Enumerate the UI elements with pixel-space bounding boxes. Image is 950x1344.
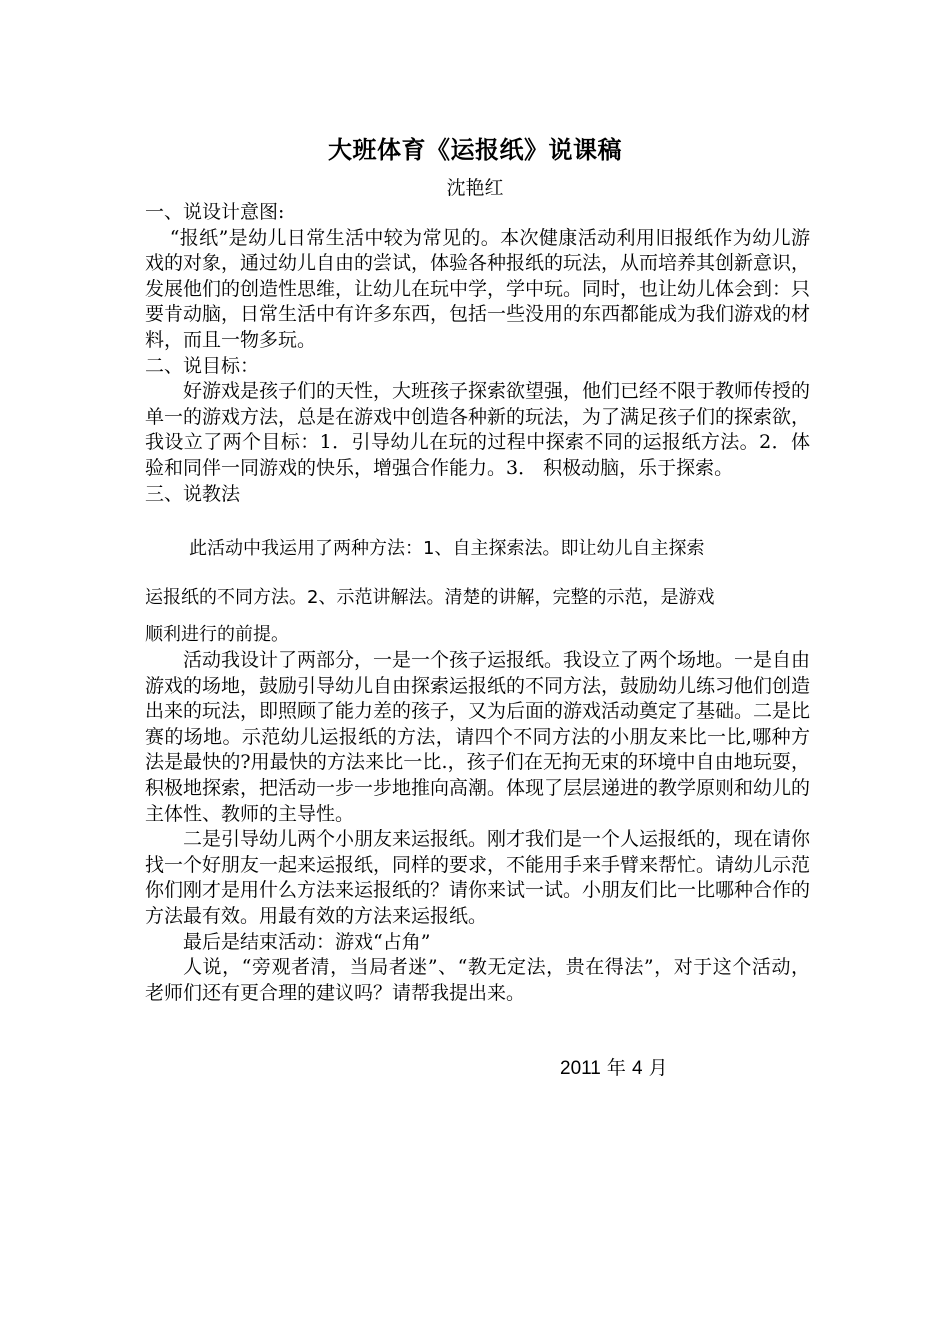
date-year: 2011 [560, 1058, 601, 1079]
paragraph-pairs: 二是引导幼儿两个小朋友来运报纸。刚才我们是一个人运报纸的，现在请你找一个好朋友一起来运报纸，同样的要求，不能用手来手臂来帮忙。请幼儿示范你们刚才是用什么方法来运报纸的？请你来试一试。小朋友们比一比哪种合作的方法最有效。用最有效的方法来运报纸。 [145, 828, 811, 927]
date-month: 4 [631, 1058, 643, 1079]
paragraph-design-intent: “报纸”是幼儿日常生活中较为常见的。本次健康活动利用旧报纸作为幼儿游戏的对象，通过幼儿自由的尝试，体验各种报纸的玩法，从而培养其创新意识，发展他们的创造性思维，让幼儿在玩中学，学中玩。同时，也让幼儿体会到：只要肯动脑，日常生活中有许多东西，包括一些没用的东西都能成为我们游戏的材料，而且一物多玩。 [145, 226, 811, 351]
author-name: 沈艳红 [446, 177, 504, 199]
date-year-unit: 年 [606, 1057, 626, 1079]
document-title: 大班体育《运报纸》说课稿 [328, 135, 622, 164]
date-month-unit: 月 [648, 1057, 668, 1079]
method-line-1: 此活动中我运用了两种方法：1、自主探索法。即让幼儿自主探索 [189, 538, 705, 559]
section-heading-method: 三、说教法 [145, 482, 241, 505]
method-line-2: 运报纸的不同方法。2、示范讲解法。清楚的讲解，完整的示范，是游戏 [145, 587, 715, 608]
document-date [560, 1055, 668, 1082]
paragraph-activity-design: 活动我设计了两部分，一是一个孩子运报纸。我设立了两个场地。一是自由游戏的场地，鼓励引导幼儿自由探索运报纸的不同方法，鼓励幼儿练习他们创造出来的玩法，即照顾了能力差的孩子，又为后面的游戏活动奠定了基础。二是比赛的场地。示范幼儿运报纸的方法，请四个不同方法的小朋友来比一比,哪种方法是最快的?用最快的方法来比一比.，孩子们在无拘无束的环境中自由地玩耍，积极地探索，把活动一步一步地推向高潮。体现了层层递进的教学原则和幼儿的主体性、教师的主导性。 [145, 649, 811, 825]
method-line-3: 顺利进行的前提。 [145, 624, 289, 645]
paragraph-goals: 好游戏是孩子们的天性，大班孩子探索欲望强，他们已经不限于教师传授的单一的游戏方法，总是在游戏中创造各种新的玩法，为了满足孩子们的探索欲，我设立了两个目标：1．引导幼儿在玩的过程中探索不同的运报纸方法。2．体验和同伴一同游戏的快乐，增强合作能力。3． 积极动脑，乐于探索。 [145, 380, 811, 479]
section-heading-design: 一、说设计意图: [145, 201, 285, 223]
paragraph-ending: 最后是结束活动：游戏“占角” [183, 930, 431, 953]
section-heading-goals: 二、说目标： [145, 354, 260, 377]
body-part-1 [145, 200, 810, 507]
paragraph-closing: 人说，“旁观者清，当局者迷”、“教无定法，贵在得法”，对于这个活动，老师们还有更合理的建议吗？请帮我提出来。 [145, 956, 810, 1004]
body-part-2 [145, 648, 810, 1006]
